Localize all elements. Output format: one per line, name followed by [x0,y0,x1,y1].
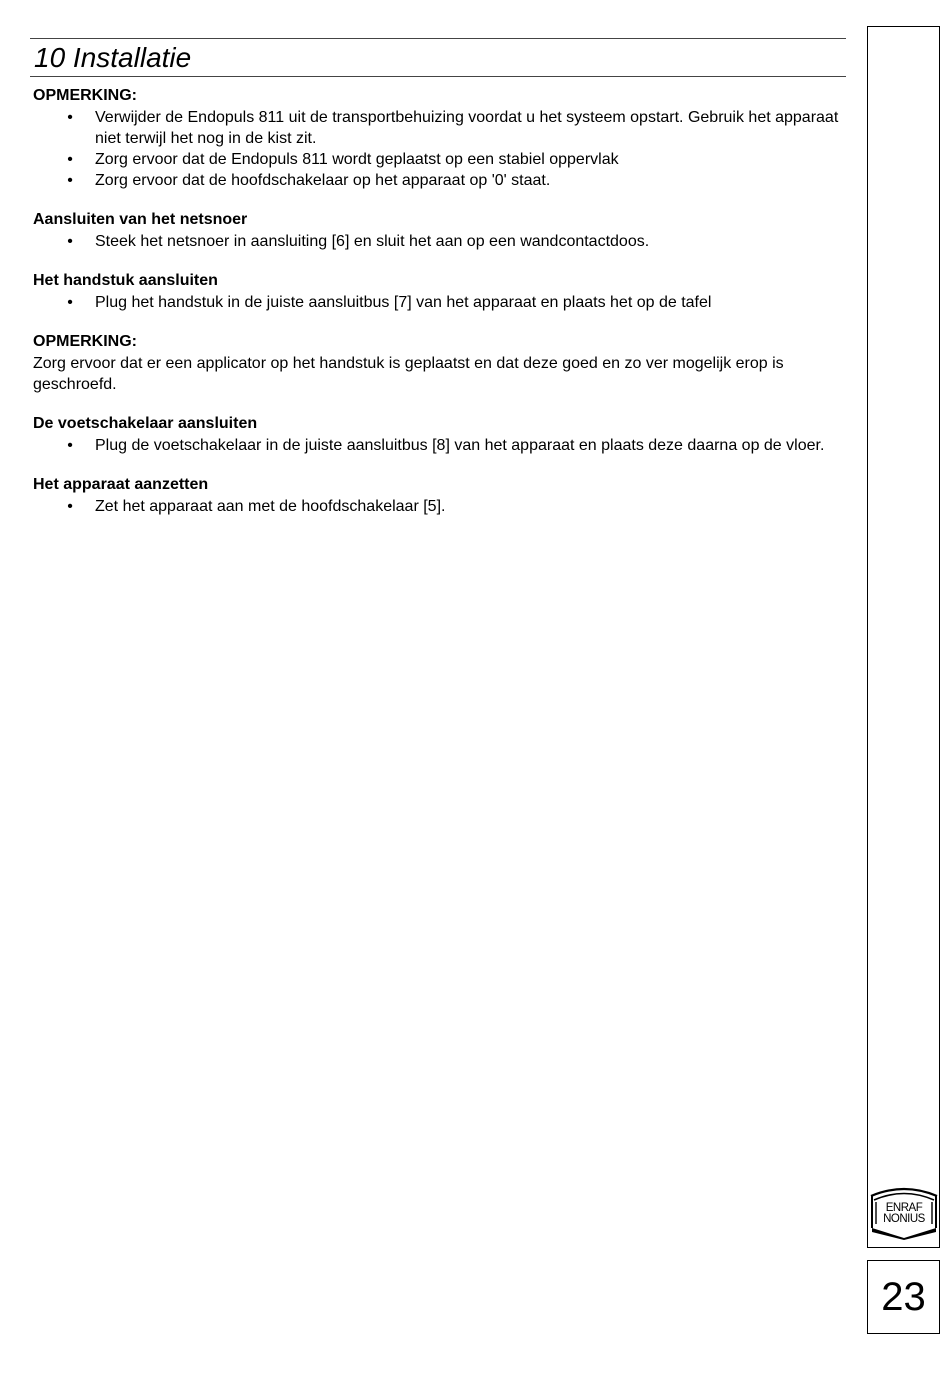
list-item [33,231,845,252]
list-item [33,107,845,149]
section-heading: Aansluiten van het netsnoer [33,211,248,228]
bullet-icon: • [67,151,73,168]
section-note-1 [33,85,845,191]
logo-text-line2: NONIUS [883,1213,925,1225]
bullet-list [33,107,845,191]
bullet-icon: • [67,498,73,515]
enraf-nonius-logo-icon [869,1184,939,1240]
section-footswitch [33,413,845,456]
list-item-text: Steek het netsnoer in aansluiting [6] en sluit het aan op een wandcontactdoos. [95,233,650,250]
list-item-text: Plug de voetschakelaar in de juiste aansluitbus [8] van het apparaat en plaats deze daarna op de vloer. [95,437,825,454]
list-item-text: Zorg ervoor dat de Endopuls 811 wordt geplaatst op een stabiel oppervlak [95,151,619,168]
page-number-box [867,1260,940,1334]
list-item [33,292,845,313]
bullet-icon: • [67,172,73,189]
section-heading: De voetschakelaar aansluiten [33,415,258,432]
section-note-2 [33,331,845,395]
section-handpiece [33,270,845,313]
bullet-icon: • [67,437,73,454]
bullet-icon: • [67,233,73,250]
list-item-text: Plug het handstuk in de juiste aansluitbus [7] van het apparaat en plaats het op de tafel [95,294,712,311]
list-item [33,496,845,517]
list-item [33,435,845,456]
section-heading: Het handstuk aansluiten [33,272,218,289]
section-heading: Het apparaat aanzetten [33,476,209,493]
list-item [33,149,845,170]
list-item-text: Zorg ervoor dat de hoofdschakelaar op het apparaat op '0' staat. [95,172,551,189]
bullet-list [33,231,845,252]
bullet-list [33,435,845,456]
bullet-icon: • [67,294,73,311]
document-body [33,85,845,535]
page-title: 10 Installatie [34,42,192,73]
section-power-on [33,474,845,517]
list-item [33,170,845,191]
bullet-icon: • [67,109,73,126]
section-heading: OPMERKING: [33,87,137,104]
bullet-list [33,292,845,313]
page-number: 23 [881,1274,926,1319]
side-margin-box [867,26,940,1248]
logo-text-line1: ENRAF [885,1202,923,1214]
section-power-cord [33,209,845,252]
section-heading: OPMERKING: [33,333,137,350]
list-item-text: Verwijder de Endopuls 811 uit de transportbehuizing voordat u het systeem opstart. Gebruik het apparaat niet terwijl het nog in de kist zit. [95,109,839,147]
title-bar [30,38,846,77]
note-text: Zorg ervoor dat er een applicator op het handstuk is geplaatst en dat deze goed en zo ver mogelijk erop is geschroefd. [33,355,784,393]
list-item-text: Zet het apparaat aan met de hoofdschakelaar [5]. [95,498,446,515]
bullet-list [33,496,845,517]
